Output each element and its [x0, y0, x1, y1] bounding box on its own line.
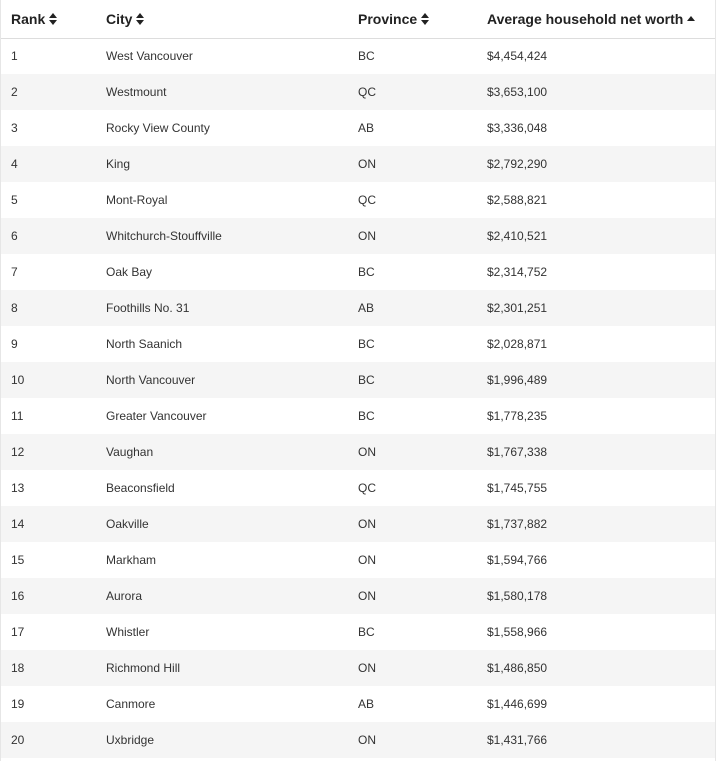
sort-both-icon[interactable] [421, 13, 429, 25]
city-cell: West Vancouver [106, 49, 193, 64]
table-row [1, 542, 715, 578]
table-row [1, 290, 715, 326]
province-cell: BC [358, 49, 375, 64]
rank-cell: 10 [11, 373, 25, 387]
net-worth-cell: $3,653,100 [487, 85, 548, 99]
city-cell: Richmond Hill [106, 661, 181, 675]
sort-both-icon[interactable] [136, 13, 144, 25]
province-cell: QC [358, 481, 376, 495]
table-row [1, 434, 715, 470]
province-cell: ON [358, 589, 376, 603]
net-worth-table [1, 0, 715, 758]
rank-cell: 19 [11, 697, 25, 711]
rank-cell: 1 [11, 49, 18, 64]
city-cell: North Saanich [106, 337, 183, 351]
net-worth-cell: $1,580,178 [487, 589, 548, 603]
header-row [1, 0, 715, 38]
province-cell: BC [358, 409, 375, 423]
rank-cell: 14 [11, 517, 25, 531]
table-row [1, 326, 715, 362]
province-cell: QC [358, 85, 376, 99]
net-worth-cell: $1,431,766 [487, 733, 548, 747]
table-row [1, 146, 715, 182]
province-cell: ON [358, 445, 376, 459]
table-row [1, 470, 715, 506]
province-cell: BC [358, 625, 375, 639]
city-cell: Canmore [106, 697, 156, 711]
table-row [1, 254, 715, 290]
net-worth-cell: $2,410,521 [487, 229, 548, 243]
net-worth-cell: $1,778,235 [487, 409, 548, 423]
table-row [1, 614, 715, 650]
net-worth-cell: $2,792,290 [487, 157, 548, 171]
column-header-city[interactable] [96, 0, 348, 38]
net-worth-cell: $1,486,850 [487, 661, 548, 675]
province-cell: AB [358, 697, 375, 711]
table-row [1, 218, 715, 254]
rank-cell: 11 [11, 409, 24, 423]
rank-cell: 3 [11, 121, 18, 135]
column-header-rank[interactable] [1, 0, 96, 38]
net-worth-cell: $2,314,752 [487, 265, 548, 279]
net-worth-cell: $2,588,821 [487, 193, 548, 207]
rank-cell: 6 [11, 229, 18, 243]
city-cell: Markham [106, 553, 157, 567]
rank-cell: 8 [11, 301, 18, 315]
table-body [1, 38, 715, 758]
column-header-label: City [106, 10, 133, 27]
city-cell: Greater Vancouver [106, 409, 207, 423]
province-cell: QC [358, 193, 376, 207]
table-header [1, 0, 715, 38]
net-worth-cell: $1,745,755 [487, 481, 548, 495]
table-row [1, 398, 715, 434]
city-cell: King [106, 157, 131, 171]
province-cell: AB [358, 121, 375, 135]
table-row [1, 362, 715, 398]
rank-cell: 12 [11, 445, 25, 459]
province-cell: BC [358, 337, 375, 351]
rank-cell: 5 [11, 193, 18, 207]
rank-cell: 20 [11, 733, 25, 747]
net-worth-cell: $1,558,966 [487, 625, 548, 639]
rank-cell: 16 [11, 589, 25, 603]
net-worth-cell: $1,767,338 [487, 445, 548, 459]
table-row [1, 74, 715, 110]
rank-cell: 13 [11, 481, 25, 495]
table-row [1, 650, 715, 686]
column-header-province[interactable] [348, 0, 477, 38]
column-header-label: Average household net worth [487, 10, 684, 27]
column-header-net-worth[interactable] [477, 0, 715, 38]
net-worth-cell: $2,028,871 [487, 337, 548, 351]
rank-cell: 18 [11, 661, 25, 675]
city-cell: Whitchurch-Stouffville [106, 229, 222, 243]
net-worth-cell: $1,446,699 [487, 697, 548, 711]
table-row [1, 686, 715, 722]
net-worth-cell: $1,737,882 [487, 517, 548, 531]
city-cell: Uxbridge [106, 733, 155, 747]
rank-cell: 7 [11, 265, 18, 279]
column-header-label: Province [358, 10, 418, 27]
rank-cell: 4 [11, 157, 18, 171]
table-row [1, 38, 715, 74]
table-row [1, 110, 715, 146]
province-cell: ON [358, 661, 376, 675]
rank-cell: 9 [11, 337, 18, 351]
table-row [1, 578, 715, 614]
province-cell: ON [358, 229, 376, 243]
rank-cell: 15 [11, 553, 25, 567]
province-cell: ON [358, 157, 376, 171]
province-cell: AB [358, 301, 375, 315]
city-cell: Mont-Royal [106, 193, 168, 207]
column-header-label: Rank [11, 10, 46, 27]
sort-both-icon[interactable] [49, 13, 57, 25]
province-cell: ON [358, 517, 376, 531]
table-row [1, 182, 715, 218]
net-worth-cell: $4,454,424 [487, 49, 548, 64]
table-row [1, 722, 715, 758]
city-cell: Westmount [106, 85, 167, 99]
province-cell: BC [358, 373, 375, 387]
city-cell: North Vancouver [106, 373, 196, 387]
city-cell: Rocky View County [106, 121, 210, 135]
province-cell: ON [358, 733, 376, 747]
city-cell: Vaughan [106, 445, 154, 459]
net-worth-cell: $1,594,766 [487, 553, 548, 567]
net-worth-cell: $1,996,489 [487, 373, 548, 387]
city-cell: Foothills No. 31 [106, 301, 190, 315]
rank-cell: 2 [11, 85, 18, 99]
province-cell: ON [358, 553, 376, 567]
city-cell: Oak Bay [106, 265, 153, 279]
city-cell: Aurora [106, 589, 143, 603]
city-cell: Oakville [106, 517, 149, 531]
net-worth-cell: $3,336,048 [487, 121, 548, 135]
province-cell: BC [358, 265, 375, 279]
city-cell: Beaconsfield [106, 481, 175, 495]
rank-cell: 17 [11, 625, 25, 639]
city-cell: Whistler [106, 625, 150, 639]
net-worth-cell: $2,301,251 [487, 301, 548, 315]
table-row [1, 506, 715, 542]
sort-ascending-icon[interactable] [687, 13, 695, 25]
